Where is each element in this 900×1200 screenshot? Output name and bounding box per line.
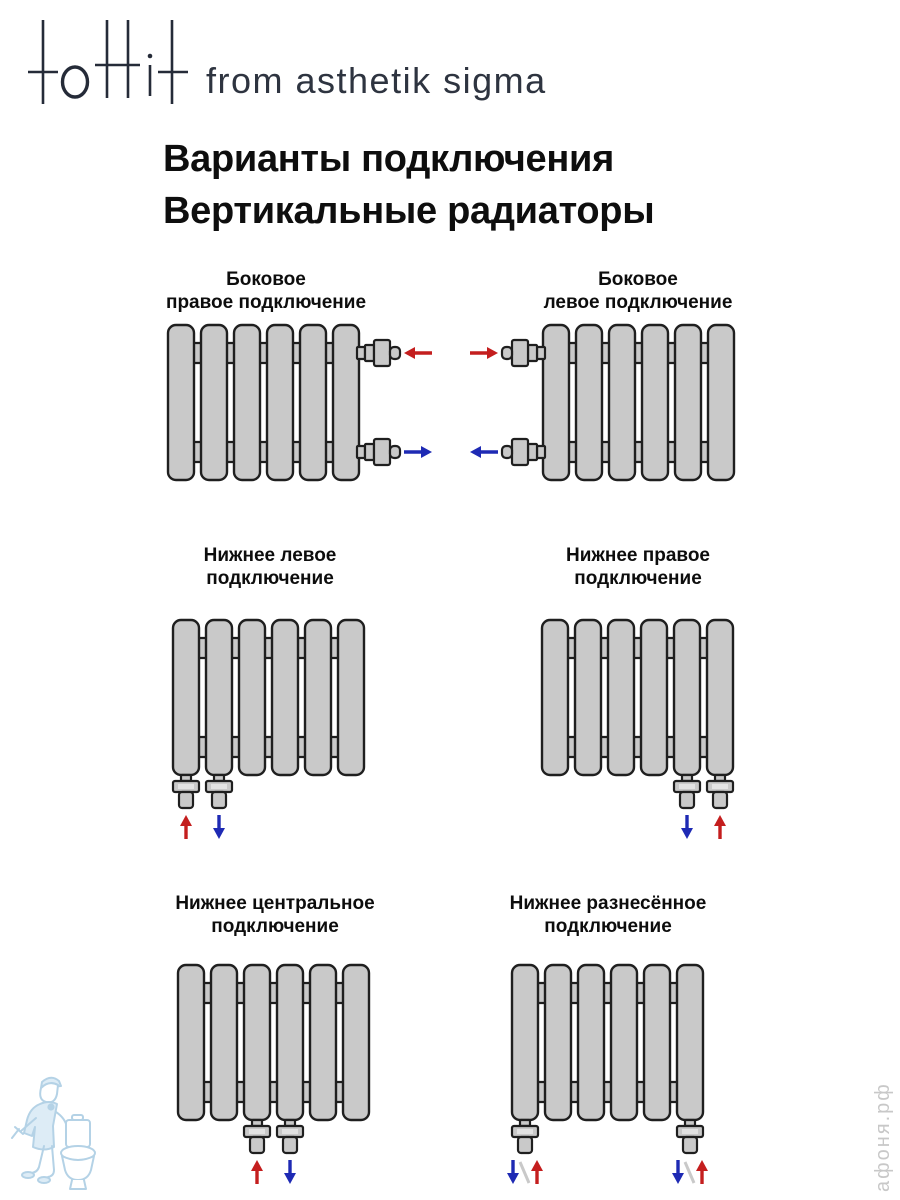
valve	[357, 340, 400, 366]
supply-arrow	[251, 1160, 263, 1184]
flow-slash	[685, 1162, 694, 1183]
valve	[707, 775, 733, 808]
valve	[357, 439, 400, 465]
return-arrow	[672, 1160, 684, 1184]
valve	[502, 439, 545, 465]
diagram-label: Боковое правое подключение	[165, 269, 367, 313]
valve	[677, 1120, 703, 1153]
valve	[512, 1120, 538, 1153]
radiator-diagram	[458, 963, 758, 1198]
radiator-diagram	[442, 320, 742, 490]
supply-arrow	[404, 347, 432, 359]
diagram-label: Боковое левое подключение	[543, 269, 733, 313]
page-title	[163, 133, 654, 237]
supply-arrow	[470, 347, 498, 359]
radiator-diagram	[119, 618, 419, 853]
return-arrow	[213, 815, 225, 839]
return-arrow	[507, 1160, 519, 1184]
page-title-line1: Варианты подключения	[163, 138, 614, 180]
plumber-watermark-icon	[6, 1070, 114, 1198]
valve	[674, 775, 700, 808]
flow-slash	[520, 1162, 529, 1183]
diagram-label: Нижнее центральное подключение	[175, 893, 375, 937]
return-arrow	[284, 1160, 296, 1184]
tottit-logo-icon	[28, 8, 198, 116]
radiator-diagram	[160, 320, 460, 490]
diagram-label: Нижнее разнесённое подключение	[509, 893, 707, 937]
radiator-diagram	[124, 963, 424, 1198]
valve	[173, 775, 199, 808]
site-watermark: афоня.рф	[872, 1082, 894, 1192]
supply-arrow	[531, 1160, 543, 1184]
diagram-label: Нижнее левое подключение	[203, 545, 337, 589]
supply-arrow	[180, 815, 192, 839]
return-arrow	[470, 446, 498, 458]
valve	[206, 775, 232, 808]
diagram-label: Нижнее правое подключение	[565, 545, 710, 589]
valve	[502, 340, 545, 366]
page-title-line2: Вертикальные радиаторы	[163, 190, 655, 232]
supply-arrow	[696, 1160, 708, 1184]
brand-tagline: from asthetik sigma	[206, 60, 547, 101]
return-arrow	[681, 815, 693, 839]
valve	[277, 1120, 303, 1153]
radiator-diagram	[488, 618, 788, 853]
return-arrow	[404, 446, 432, 458]
valve	[244, 1120, 270, 1153]
supply-arrow	[714, 815, 726, 839]
